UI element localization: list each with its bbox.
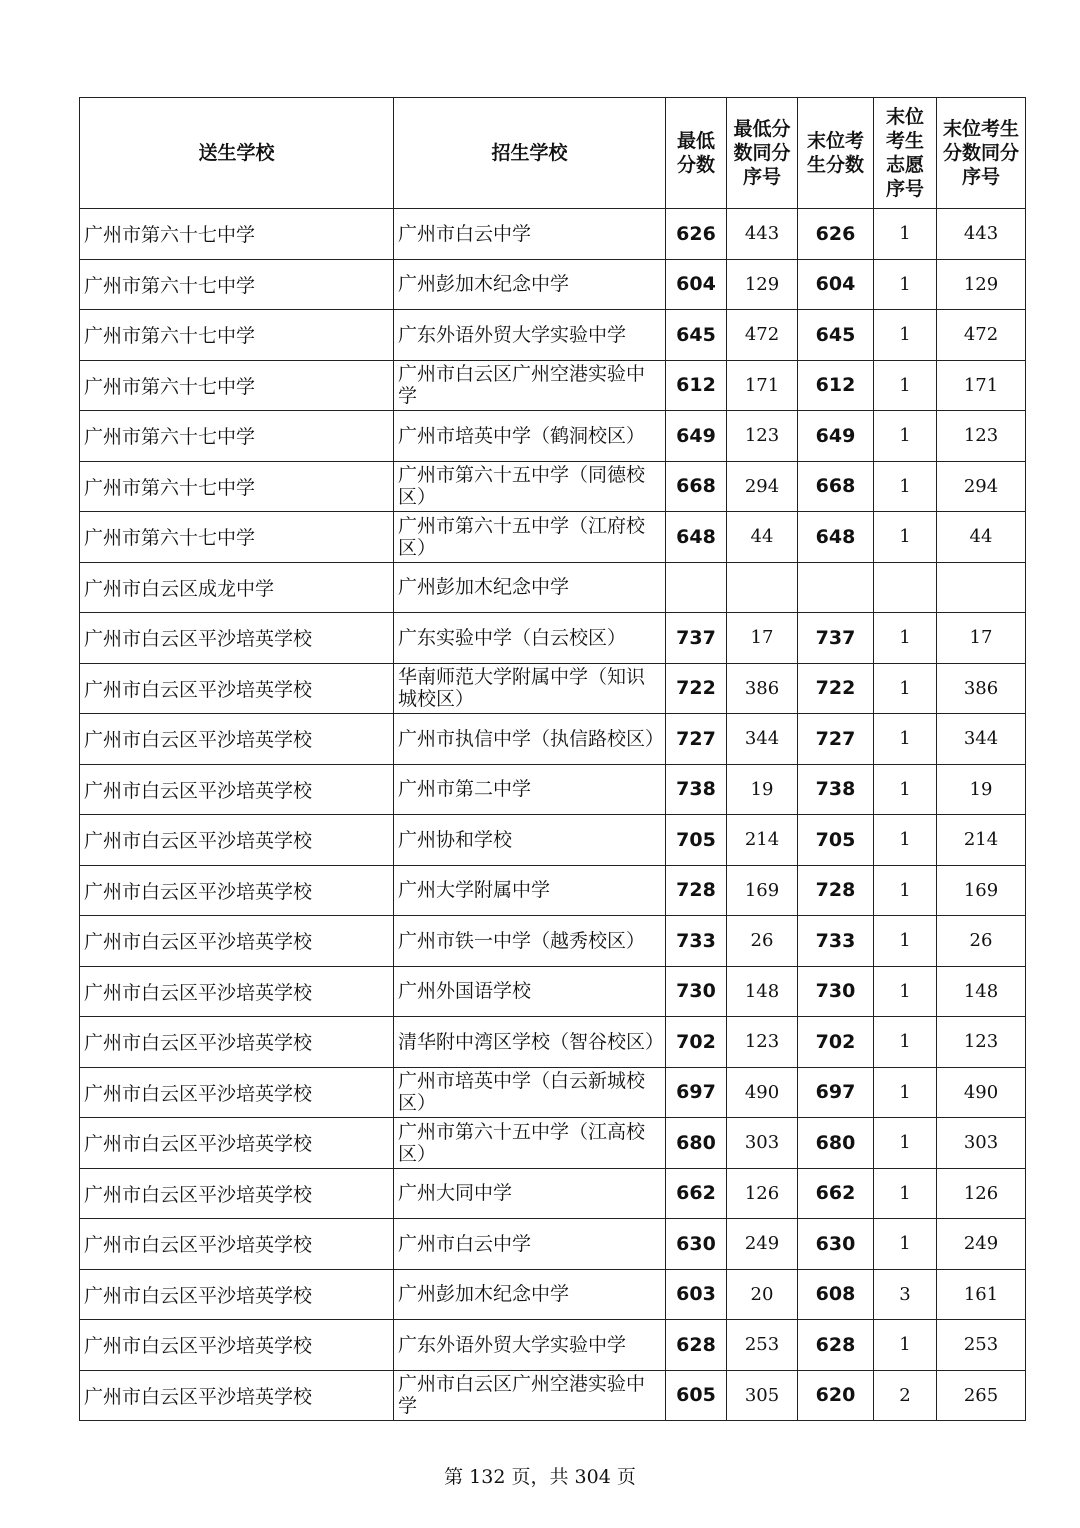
- cell-last-score: 608: [798, 1269, 874, 1320]
- table-row: [80, 209, 1026, 260]
- cell-min-score: 630: [666, 1219, 727, 1270]
- cell-last-wish: 1: [874, 461, 937, 512]
- cell-send-school: 广州市白云区平沙培英学校: [80, 1370, 394, 1421]
- cell-last-score: 628: [798, 1320, 874, 1371]
- cell-recv-school: 广州市铁一中学（越秀校区）: [394, 916, 666, 967]
- cell-last-score: 612: [798, 360, 874, 411]
- cell-min-score: 730: [666, 966, 727, 1017]
- cell-min-score: 612: [666, 360, 727, 411]
- cell-last-rank: 171: [937, 360, 1026, 411]
- table-row: [80, 1370, 1026, 1421]
- cell-send-school: 广州市第六十七中学: [80, 461, 394, 512]
- cell-last-rank: 443: [937, 209, 1026, 260]
- cell-min-rank: 294: [727, 461, 798, 512]
- cell-min-rank: 344: [727, 714, 798, 765]
- cell-last-rank: 169: [937, 865, 1026, 916]
- cell-min-rank: 171: [727, 360, 798, 411]
- cell-send-school: 广州市白云区平沙培英学校: [80, 966, 394, 1017]
- cell-min-rank: 169: [727, 865, 798, 916]
- cell-min-score: [666, 562, 727, 613]
- cell-min-rank: 148: [727, 966, 798, 1017]
- cell-min-rank: 17: [727, 613, 798, 664]
- cell-send-school: 广州市白云区平沙培英学校: [80, 1320, 394, 1371]
- cell-last-wish: 1: [874, 764, 937, 815]
- cell-last-score: 668: [798, 461, 874, 512]
- cell-min-rank: 129: [727, 259, 798, 310]
- cell-min-rank: 253: [727, 1320, 798, 1371]
- cell-recv-school: 广州市执信中学（执信路校区）: [394, 714, 666, 765]
- cell-last-score: 649: [798, 411, 874, 462]
- cell-last-score: 626: [798, 209, 874, 260]
- cell-last-wish: 1: [874, 259, 937, 310]
- header-last-score: 末位考生分数: [798, 98, 874, 209]
- cell-last-rank: 123: [937, 411, 1026, 462]
- cell-recv-school: 广东外语外贸大学实验中学: [394, 1320, 666, 1371]
- cell-last-wish: 3: [874, 1269, 937, 1320]
- header-last-wish: 末位考生志愿序号: [874, 98, 937, 209]
- cell-recv-school: 广州市白云区广州空港实验中学: [394, 1370, 666, 1421]
- cell-last-score: [798, 562, 874, 613]
- cell-last-wish: 1: [874, 1067, 937, 1118]
- cell-send-school: 广州市白云区平沙培英学校: [80, 663, 394, 714]
- table-row: [80, 714, 1026, 765]
- cell-recv-school: 广州市第六十五中学（江府校区）: [394, 512, 666, 563]
- table-row: [80, 1219, 1026, 1270]
- table-body: [80, 209, 1026, 1421]
- header-min-score: 最低分数: [666, 98, 727, 209]
- cell-last-wish: 1: [874, 865, 937, 916]
- table-row: [80, 1067, 1026, 1118]
- table-row: [80, 259, 1026, 310]
- cell-last-rank: 249: [937, 1219, 1026, 1270]
- header-last-rank: 末位考生分数同分序号: [937, 98, 1026, 209]
- cell-min-score: 722: [666, 663, 727, 714]
- table-row: [80, 310, 1026, 361]
- table-row: [80, 360, 1026, 411]
- cell-last-rank: 253: [937, 1320, 1026, 1371]
- cell-last-wish: 1: [874, 1118, 937, 1169]
- cell-last-score: 737: [798, 613, 874, 664]
- cell-min-score: 727: [666, 714, 727, 765]
- cell-last-wish: 1: [874, 360, 937, 411]
- cell-min-score: 697: [666, 1067, 727, 1118]
- cell-recv-school: 广州大同中学: [394, 1168, 666, 1219]
- table-row: [80, 966, 1026, 1017]
- cell-last-score: 648: [798, 512, 874, 563]
- cell-last-rank: 265: [937, 1370, 1026, 1421]
- cell-last-wish: 1: [874, 714, 937, 765]
- cell-min-rank: 20: [727, 1269, 798, 1320]
- cell-recv-school: 广州彭加木纪念中学: [394, 259, 666, 310]
- cell-last-rank: 294: [937, 461, 1026, 512]
- cell-send-school: 广州市白云区平沙培英学校: [80, 1269, 394, 1320]
- cell-send-school: 广州市白云区平沙培英学校: [80, 1219, 394, 1270]
- cell-last-rank: [937, 562, 1026, 613]
- cell-recv-school: 广州市培英中学（鹤洞校区）: [394, 411, 666, 462]
- cell-recv-school: 广州彭加木纪念中学: [394, 562, 666, 613]
- cell-min-rank: 126: [727, 1168, 798, 1219]
- cell-min-score: 626: [666, 209, 727, 260]
- cell-last-rank: 214: [937, 815, 1026, 866]
- cell-last-wish: 1: [874, 663, 937, 714]
- cell-send-school: 广州市白云区平沙培英学校: [80, 865, 394, 916]
- cell-last-wish: 1: [874, 1017, 937, 1068]
- cell-last-rank: 44: [937, 512, 1026, 563]
- cell-min-score: 728: [666, 865, 727, 916]
- cell-recv-school: 广州市第二中学: [394, 764, 666, 815]
- cell-last-wish: 1: [874, 209, 937, 260]
- cell-min-rank: 123: [727, 1017, 798, 1068]
- cell-recv-school: 广州彭加木纪念中学: [394, 1269, 666, 1320]
- cell-last-rank: 344: [937, 714, 1026, 765]
- cell-min-rank: 26: [727, 916, 798, 967]
- cell-send-school: 广州市第六十七中学: [80, 209, 394, 260]
- cell-send-school: 广州市白云区成龙中学: [80, 562, 394, 613]
- cell-send-school: 广州市白云区平沙培英学校: [80, 613, 394, 664]
- cell-last-wish: 1: [874, 815, 937, 866]
- cell-last-score: 728: [798, 865, 874, 916]
- table-row: [80, 663, 1026, 714]
- table-row: [80, 562, 1026, 613]
- admission-table: [79, 97, 1026, 1421]
- cell-min-rank: 305: [727, 1370, 798, 1421]
- cell-last-score: 738: [798, 764, 874, 815]
- cell-recv-school: 广州协和学校: [394, 815, 666, 866]
- cell-min-score: 604: [666, 259, 727, 310]
- cell-last-rank: 386: [937, 663, 1026, 714]
- cell-min-score: 733: [666, 916, 727, 967]
- table-row: [80, 916, 1026, 967]
- cell-min-rank: 303: [727, 1118, 798, 1169]
- cell-min-score: 680: [666, 1118, 727, 1169]
- cell-min-rank: 44: [727, 512, 798, 563]
- cell-min-score: 668: [666, 461, 727, 512]
- cell-last-rank: 19: [937, 764, 1026, 815]
- cell-min-score: 705: [666, 815, 727, 866]
- cell-last-score: 604: [798, 259, 874, 310]
- cell-recv-school: 广州大学附属中学: [394, 865, 666, 916]
- table-row: [80, 1017, 1026, 1068]
- cell-min-score: 737: [666, 613, 727, 664]
- cell-min-rank: 472: [727, 310, 798, 361]
- cell-min-rank: 214: [727, 815, 798, 866]
- cell-last-rank: 17: [937, 613, 1026, 664]
- cell-last-wish: 2: [874, 1370, 937, 1421]
- cell-send-school: 广州市白云区平沙培英学校: [80, 1067, 394, 1118]
- cell-recv-school: 广州市培英中学（白云新城校区）: [394, 1067, 666, 1118]
- cell-min-score: 605: [666, 1370, 727, 1421]
- cell-min-rank: 443: [727, 209, 798, 260]
- cell-min-rank: 386: [727, 663, 798, 714]
- cell-min-rank: 490: [727, 1067, 798, 1118]
- cell-min-score: 702: [666, 1017, 727, 1068]
- cell-last-rank: 303: [937, 1118, 1026, 1169]
- cell-last-score: 645: [798, 310, 874, 361]
- cell-last-score: 722: [798, 663, 874, 714]
- cell-last-wish: 1: [874, 411, 937, 462]
- cell-last-score: 680: [798, 1118, 874, 1169]
- cell-last-score: 620: [798, 1370, 874, 1421]
- cell-last-score: 697: [798, 1067, 874, 1118]
- cell-last-wish: 1: [874, 512, 937, 563]
- cell-send-school: 广州市第六十七中学: [80, 360, 394, 411]
- header-send-school: 送生学校: [80, 98, 394, 209]
- cell-last-rank: 126: [937, 1168, 1026, 1219]
- cell-recv-school: 华南师范大学附属中学（知识城校区）: [394, 663, 666, 714]
- table-row: [80, 411, 1026, 462]
- table-row: [80, 764, 1026, 815]
- table-row: [80, 865, 1026, 916]
- cell-last-wish: 1: [874, 1320, 937, 1371]
- cell-last-rank: 148: [937, 966, 1026, 1017]
- cell-send-school: 广州市第六十七中学: [80, 512, 394, 563]
- cell-send-school: 广州市第六十七中学: [80, 259, 394, 310]
- cell-min-rank: 123: [727, 411, 798, 462]
- cell-last-score: 733: [798, 916, 874, 967]
- cell-min-rank: 249: [727, 1219, 798, 1270]
- cell-recv-school: 广州市白云中学: [394, 209, 666, 260]
- cell-last-score: 630: [798, 1219, 874, 1270]
- cell-last-wish: 1: [874, 613, 937, 664]
- cell-recv-school: 清华附中湾区学校（智谷校区）: [394, 1017, 666, 1068]
- cell-min-score: 603: [666, 1269, 727, 1320]
- cell-last-rank: 129: [937, 259, 1026, 310]
- cell-recv-school: 广东外语外贸大学实验中学: [394, 310, 666, 361]
- cell-last-wish: 1: [874, 1219, 937, 1270]
- cell-last-rank: 161: [937, 1269, 1026, 1320]
- cell-last-score: 727: [798, 714, 874, 765]
- cell-recv-school: 广州市白云区广州空港实验中学: [394, 360, 666, 411]
- cell-last-score: 702: [798, 1017, 874, 1068]
- cell-send-school: 广州市白云区平沙培英学校: [80, 1118, 394, 1169]
- cell-last-wish: [874, 562, 937, 613]
- cell-recv-school: 广州市第六十五中学（江高校区）: [394, 1118, 666, 1169]
- cell-send-school: 广州市白云区平沙培英学校: [80, 764, 394, 815]
- cell-last-rank: 26: [937, 916, 1026, 967]
- table-row: [80, 1269, 1026, 1320]
- cell-send-school: 广州市第六十七中学: [80, 411, 394, 462]
- table-row: [80, 1118, 1026, 1169]
- cell-last-rank: 472: [937, 310, 1026, 361]
- header-min-rank: 最低分数同分序号: [727, 98, 798, 209]
- cell-min-score: 628: [666, 1320, 727, 1371]
- cell-min-score: 648: [666, 512, 727, 563]
- table-row: [80, 461, 1026, 512]
- cell-last-wish: 1: [874, 1168, 937, 1219]
- cell-min-score: 649: [666, 411, 727, 462]
- cell-send-school: 广州市白云区平沙培英学校: [80, 815, 394, 866]
- cell-send-school: 广州市白云区平沙培英学校: [80, 1017, 394, 1068]
- cell-min-score: 738: [666, 764, 727, 815]
- page-footer: 第 132 页，共 304 页: [444, 1466, 636, 1488]
- header-recv-school: 招生学校: [394, 98, 666, 209]
- cell-send-school: 广州市白云区平沙培英学校: [80, 1168, 394, 1219]
- cell-last-score: 705: [798, 815, 874, 866]
- header-row: [80, 98, 1026, 209]
- cell-last-wish: 1: [874, 916, 937, 967]
- cell-min-score: 662: [666, 1168, 727, 1219]
- cell-min-rank: 19: [727, 764, 798, 815]
- cell-min-score: 645: [666, 310, 727, 361]
- cell-last-score: 662: [798, 1168, 874, 1219]
- cell-min-rank: [727, 562, 798, 613]
- cell-last-wish: 1: [874, 310, 937, 361]
- table-row: [80, 512, 1026, 563]
- cell-last-wish: 1: [874, 966, 937, 1017]
- cell-recv-school: 广州市第六十五中学（同德校区）: [394, 461, 666, 512]
- cell-last-rank: 490: [937, 1067, 1026, 1118]
- cell-send-school: 广州市白云区平沙培英学校: [80, 714, 394, 765]
- cell-send-school: 广州市第六十七中学: [80, 310, 394, 361]
- table-row: [80, 613, 1026, 664]
- cell-last-rank: 123: [937, 1017, 1026, 1068]
- cell-send-school: 广州市白云区平沙培英学校: [80, 916, 394, 967]
- cell-recv-school: 广州外国语学校: [394, 966, 666, 1017]
- table-row: [80, 1320, 1026, 1371]
- table-row: [80, 815, 1026, 866]
- cell-recv-school: 广东实验中学（白云校区）: [394, 613, 666, 664]
- cell-last-score: 730: [798, 966, 874, 1017]
- table-row: [80, 1168, 1026, 1219]
- cell-recv-school: 广州市白云中学: [394, 1219, 666, 1270]
